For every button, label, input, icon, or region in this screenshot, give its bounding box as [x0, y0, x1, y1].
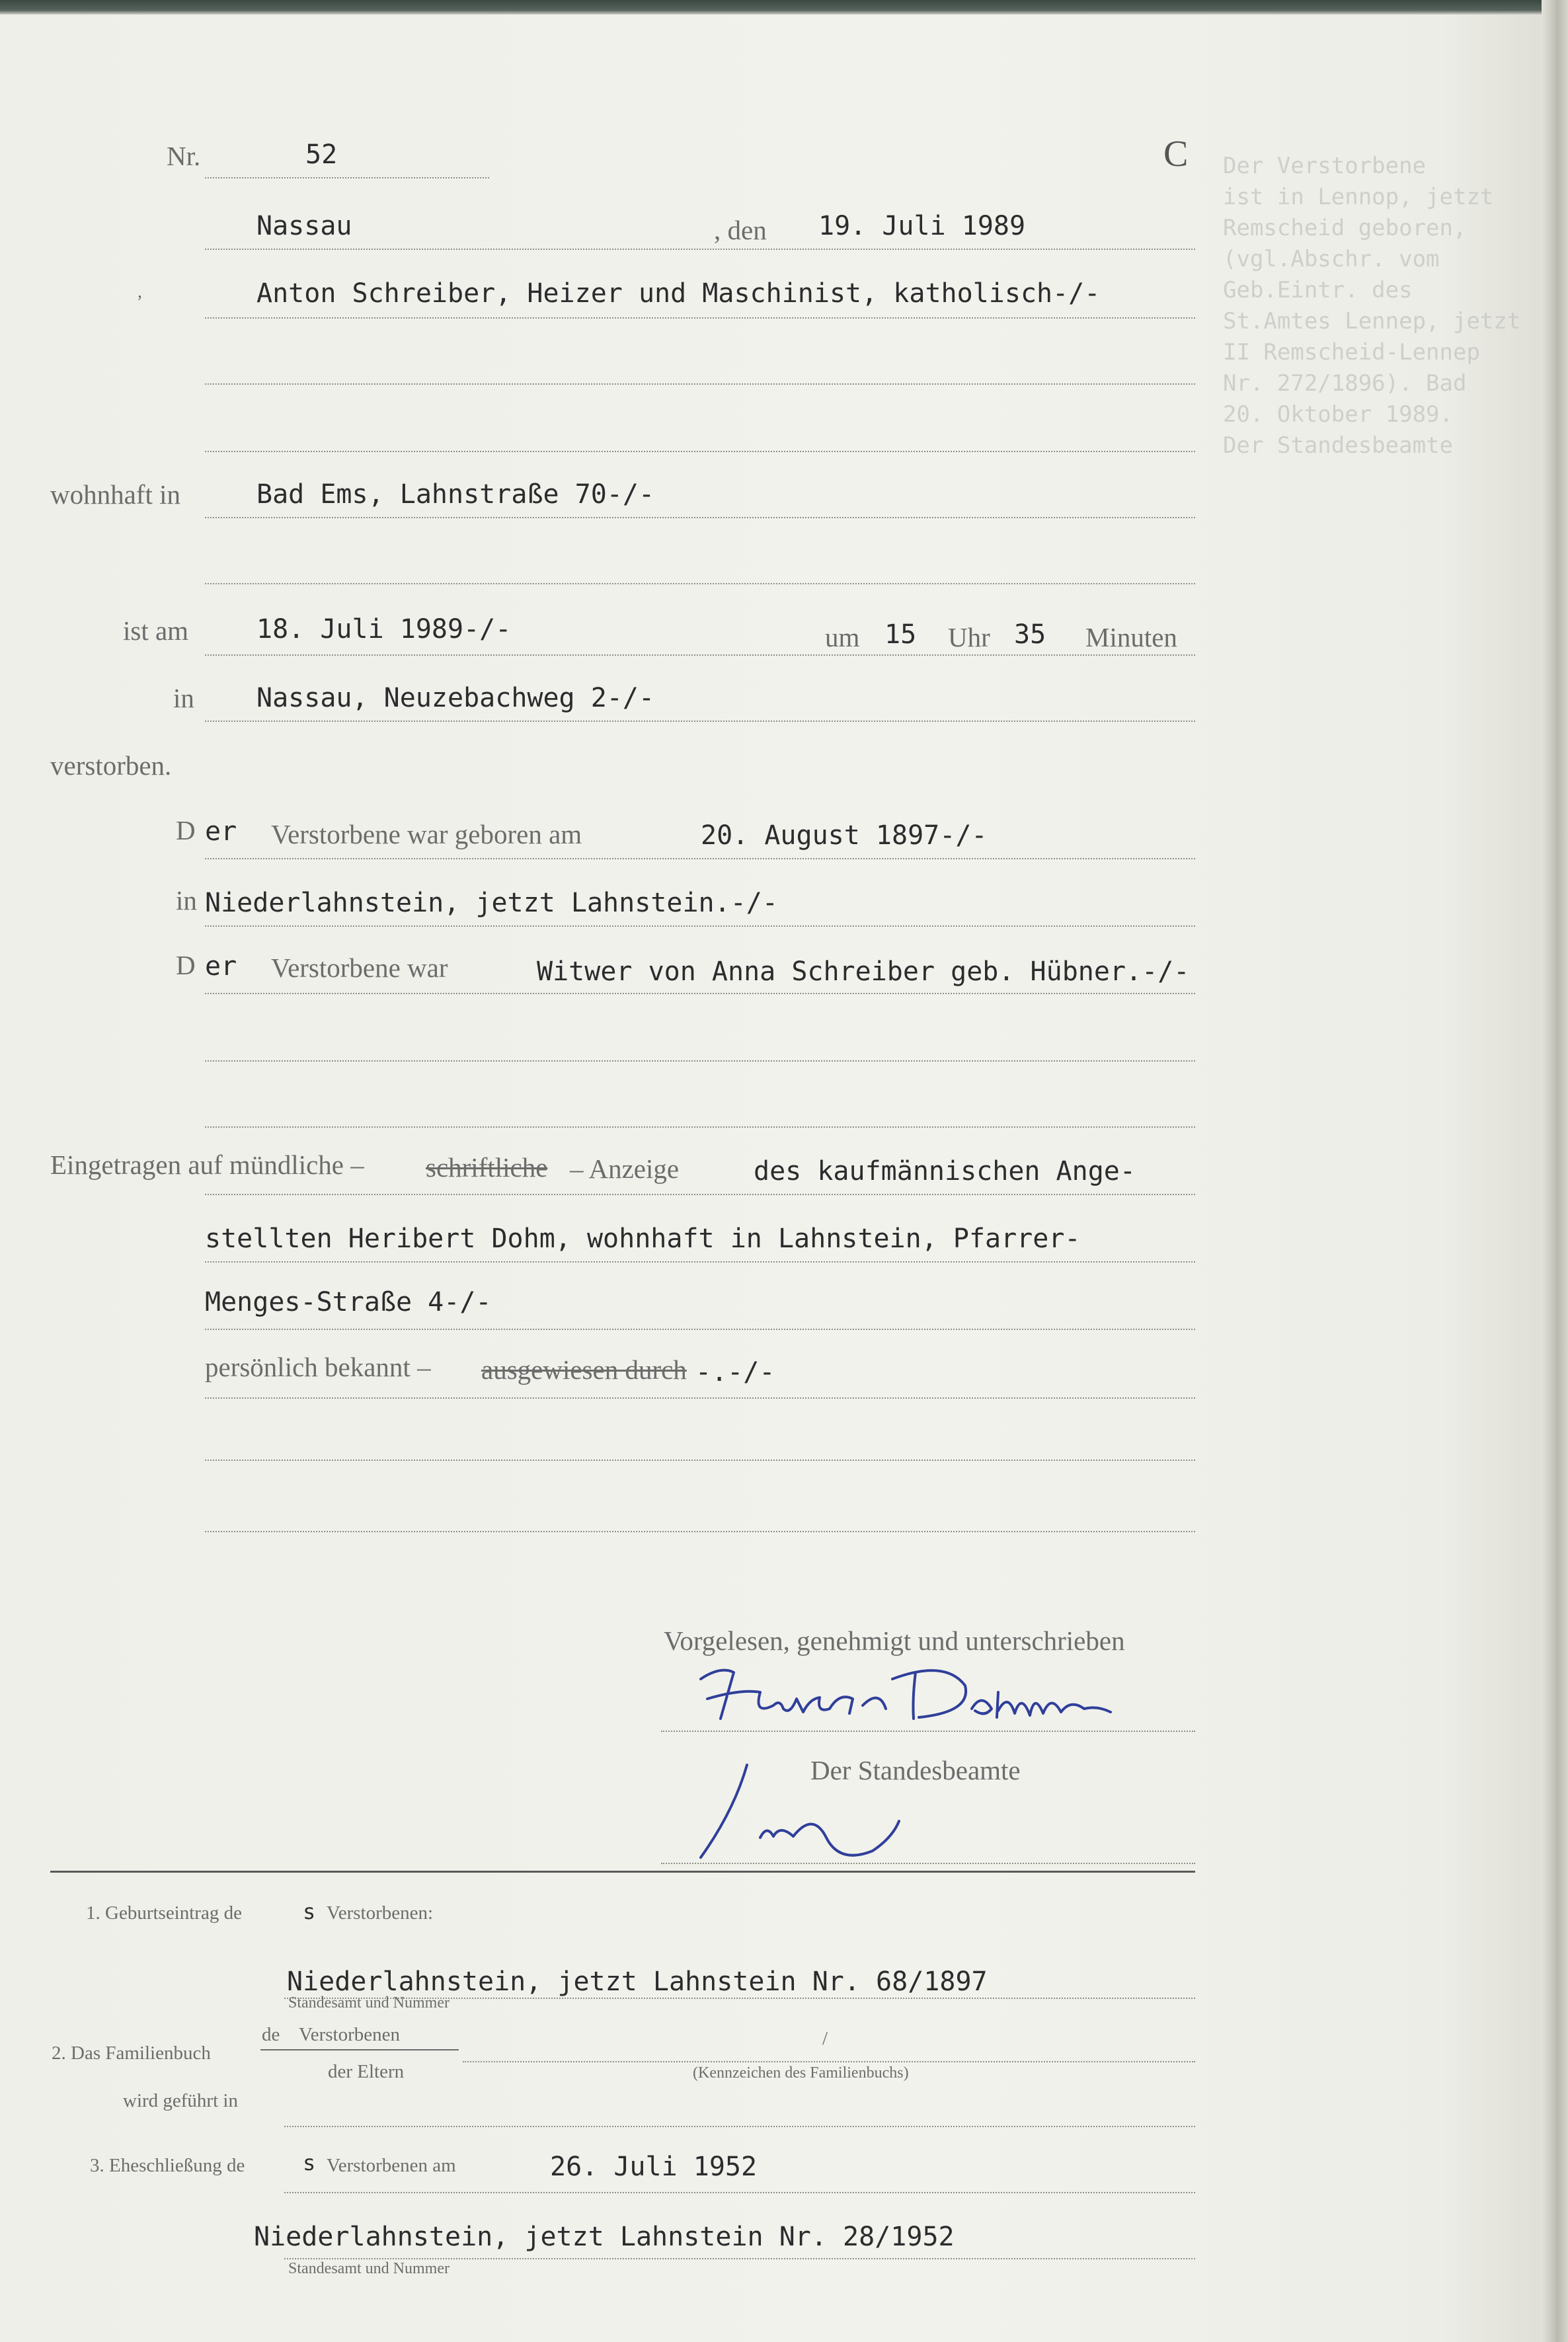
death-minutes: 35: [1014, 619, 1046, 650]
bekannt-suffix: -.-/-: [695, 1357, 775, 1387]
born-er: er: [205, 816, 237, 847]
informant-line-3: Menges-Straße 4-/-: [205, 1287, 492, 1317]
born-prefix-d: D: [176, 815, 196, 845]
ist-am-label: ist am: [123, 615, 189, 646]
um-label: um: [825, 622, 860, 652]
born-label: Verstorbene war geboren am: [271, 819, 582, 849]
registration-place: Nassau: [256, 211, 352, 241]
birth-entry-s: s: [303, 1899, 316, 1924]
section-divider: [50, 1871, 1195, 1873]
nr-label: Nr.: [167, 141, 201, 171]
in-label: in: [173, 683, 194, 713]
verstorbenen-label: Verstorbenen: [299, 2024, 401, 2045]
den-label: , den: [714, 215, 767, 245]
deceased-person: Anton Schreiber, Heizer und Maschinist, katholisch-/-: [256, 278, 1101, 309]
registration-date: 19. Juli 1989: [818, 211, 1026, 241]
standesamt-caption-2: Standesamt und Nummer: [288, 2260, 450, 2277]
marriage-s: s: [303, 2150, 316, 2175]
blank-line-1: [205, 1460, 1195, 1461]
date-line: [205, 249, 1195, 250]
birth-place: Niederlahnstein, jetzt Lahnstein.-/-: [205, 888, 778, 918]
birth-date: 20. August 1897-/-: [701, 820, 988, 851]
nr-line: [205, 177, 489, 178]
de-label: de: [262, 2024, 280, 2045]
bekannt-line: [205, 1397, 1195, 1399]
corner-letter: C: [1163, 134, 1189, 175]
status-label: Verstorbene war: [271, 953, 448, 983]
familienbuch-label: 2. Das Familienbuch: [52, 2043, 211, 2064]
status-prefix-d: D: [176, 950, 196, 980]
birth-entry-label-a: 1. Geburtseintrag de: [86, 1902, 242, 1924]
born-line: [205, 858, 1195, 859]
verstorben-label: verstorben.: [50, 750, 172, 781]
person-line-1: [205, 317, 1195, 319]
familienbuch-line: [463, 2061, 1195, 2062]
registrar-signature-line: [661, 1863, 1195, 1864]
birth-place-line: [205, 925, 1195, 927]
gefuehrt-line: [284, 2126, 1195, 2127]
marital-status: Witwer von Anna Schreiber geb. Hübner.-/-: [537, 956, 1190, 987]
der-eltern-label: der Eltern: [328, 2061, 405, 2082]
birth-entry-label-b: Verstorbenen:: [327, 1902, 434, 1924]
informant-line-1: des kaufmännischen Ange-: [754, 1156, 1136, 1187]
marriage-place-line: [284, 2258, 1195, 2259]
wohnhaft-value: Bad Ems, Lahnstraße 70-/-: [256, 479, 655, 510]
gefuehrt-label: wird geführt in: [123, 2090, 238, 2111]
standesamt-caption-1: Standesamt und Nummer: [288, 1994, 450, 2011]
person-line-2: [205, 383, 1195, 385]
birth-entry-value: Niederlahnstein, jetzt Lahnstein Nr. 68/1897: [287, 1967, 988, 1997]
birth-in-label: in: [176, 885, 197, 916]
blank-line-2: [205, 1531, 1195, 1532]
death-hour: 15: [884, 619, 917, 650]
vorgelesen-label: Vorgelesen, genehmigt und unterschrieben: [664, 1625, 1125, 1656]
death-place: Nassau, Neuzebachweg 2-/-: [256, 683, 655, 713]
marriage-date-line: [284, 2192, 1195, 2193]
marriage-label-b: Verstorbenen am: [327, 2155, 456, 2176]
kennzeichen-caption: (Kennzeichen des Familienbuchs): [693, 2064, 909, 2082]
informant-line-2: stellten Heribert Dohm, wohnhaft in Lahnstein, Pfarrer-: [205, 1224, 1081, 1254]
informant-signature: [681, 1653, 1144, 1732]
wohnhaft-label: wohnhaft in: [50, 479, 180, 510]
death-date: 18. Juli 1989-/-: [256, 614, 512, 644]
person-line-3: [205, 451, 1195, 452]
death-place-line: [205, 721, 1195, 722]
bekannt-label: persönlich bekannt –: [205, 1352, 431, 1382]
fraction-bar: [260, 2049, 459, 2050]
eingetragen-label: Eingetragen auf mündliche –: [50, 1150, 364, 1180]
status-line-3: [205, 1126, 1195, 1128]
book-binding: [0, 0, 1568, 15]
eingetragen-line: [205, 1194, 1195, 1195]
wohnhaft-line: [205, 517, 1195, 518]
page-edge: [1542, 0, 1568, 2342]
marriage-label-a: 3. Eheschließung de: [90, 2155, 245, 2176]
standesbeamte-label: Der Standesbeamte: [810, 1755, 1021, 1785]
status-er: er: [205, 951, 237, 982]
informant-line-2-rule: [205, 1261, 1195, 1263]
ausgewiesen-struck: ausgewiesen durch: [481, 1354, 687, 1385]
show-through-text: Der Verstorbene ist in Lennop, jetzt Remscheid geboren, (vgl.Abschr. vom Geb.Eintr. des St.Amtes Lennep, jetzt II Remscheid-Lennep Nr. 272/1896). Bad 20. Oktober 1989. Der Standesbeamte: [1223, 153, 1521, 459]
marriage-place: Niederlahnstein, jetzt Lahnstein Nr. 28/1952: [254, 2222, 955, 2252]
schriftliche-struck: schriftliche: [426, 1152, 548, 1183]
marriage-date: 26. Juli 1952: [550, 2152, 758, 2182]
uhr-label: Uhr: [948, 622, 990, 652]
status-line: [205, 993, 1195, 994]
nr-value: 52: [305, 139, 338, 170]
tick-mark: ,: [137, 282, 142, 302]
informant-signature-line: [661, 1731, 1195, 1732]
death-date-line: [205, 654, 1195, 656]
slash: /: [822, 2028, 828, 2049]
informant-line-3-rule: [205, 1329, 1195, 1330]
registrar-signature: [687, 1758, 952, 1871]
wohnhaft-line-2: [205, 583, 1195, 584]
status-line-2: [205, 1060, 1195, 1062]
minuten-label: Minuten: [1085, 622, 1177, 652]
anzeige-label: – Anzeige: [570, 1153, 680, 1184]
